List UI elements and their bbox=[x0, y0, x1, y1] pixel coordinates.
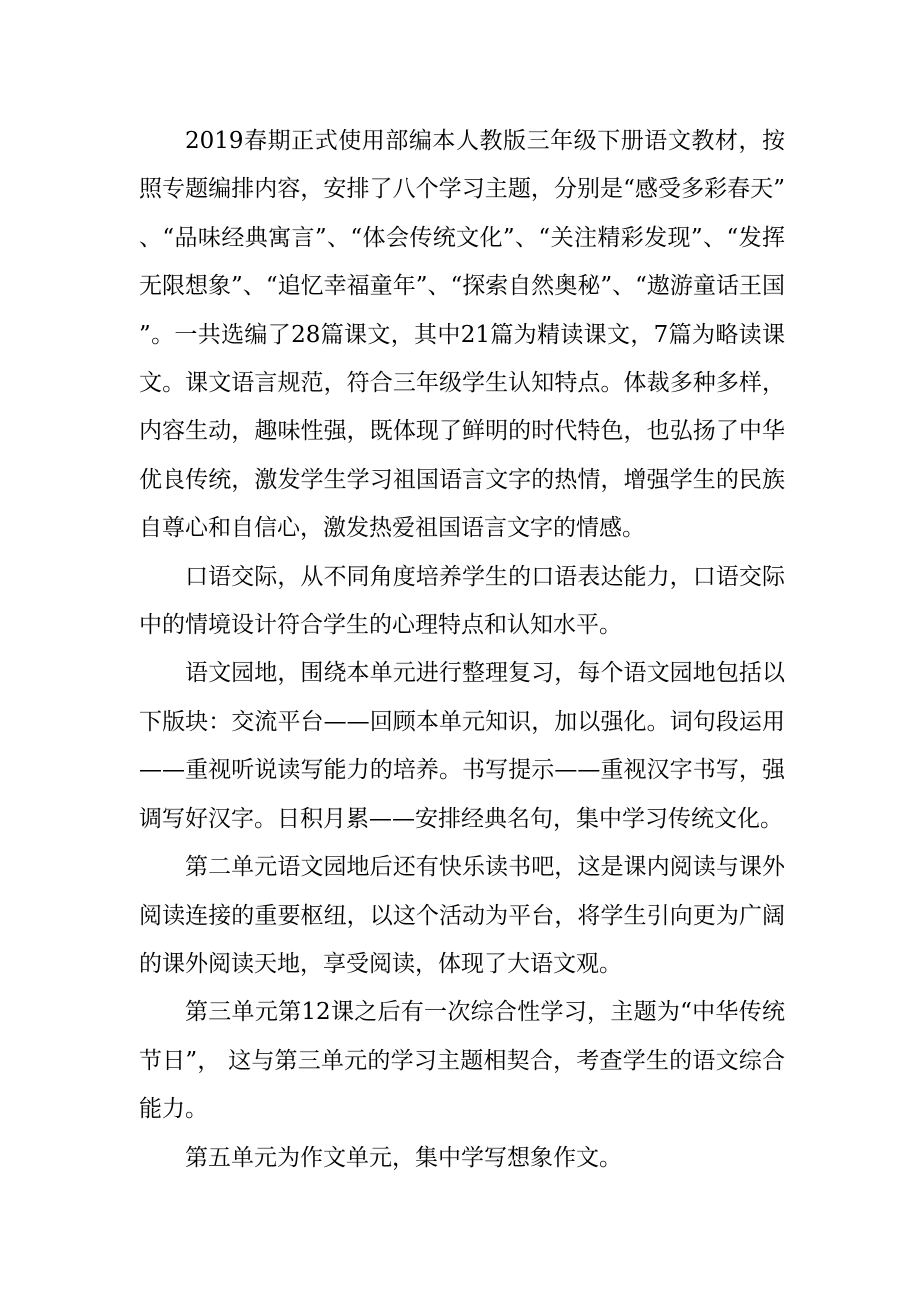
paragraph-chinese-garden: 语文园地，围绕本单元进行整理复习，每个语文园地包括以下版块：交流平台——回顾本单元知识，加以强化。词句段运用——重视听说读写能力的培养。书写提示——重视汉字书写，强调写好汉字。日积月累——安排经典名句，集中学习传统文化。 bbox=[139, 660, 785, 832]
paragraph-unit-five-writing: 第五单元为作文单元，集中学写想象作文。 bbox=[185, 1144, 622, 1171]
paragraph-textbook-overview: 2019春期正式使用部编本人教版三年级下册语文教材，按照专题编排内容，安排了八个学习主题，分别是“感受多彩春天”、“品味经典寓言”、“体会传统文化”、“关注精彩发现”、“发挥无限想象”、“追忆幸福童年”、“探索自然奥秘”、“遨游童话王国”。一共选编了28篇课文，其中21篇为精读课文，7篇为略读课文。课文语言规范，符合三年级学生认知特点。体裁多种多样，内容生动，趣味性强，既体现了鲜明的时代特色，也弘扬了中华优良传统，激发学生学习祖国语言文字的热情，增强学生的民族自尊心和自信心，激发热爱祖国语言文字的情感。 bbox=[139, 128, 785, 542]
paragraph-unit-two-reading: 第二单元语文园地后还有快乐读书吧，这是课内阅读与课外阅读连接的重要枢纽，以这个活动为平台，将学生引向更为广阔的课外阅读天地，享受阅读，体现了大语文观。 bbox=[139, 854, 785, 977]
paragraph-oral-communication: 口语交际，从不同角度培养学生的口语表达能力，口语交际中的情境设计符合学生的心理特点和认知水平。 bbox=[139, 563, 785, 639]
paragraph-unit-three-study: 第三单元第12课之后有一次综合性学习，主题为“中华传统节日”， 这与第三单元的学习主题相契合，考查学生的语文综合能力。 bbox=[139, 999, 785, 1123]
document-body bbox=[139, 117, 785, 1182]
